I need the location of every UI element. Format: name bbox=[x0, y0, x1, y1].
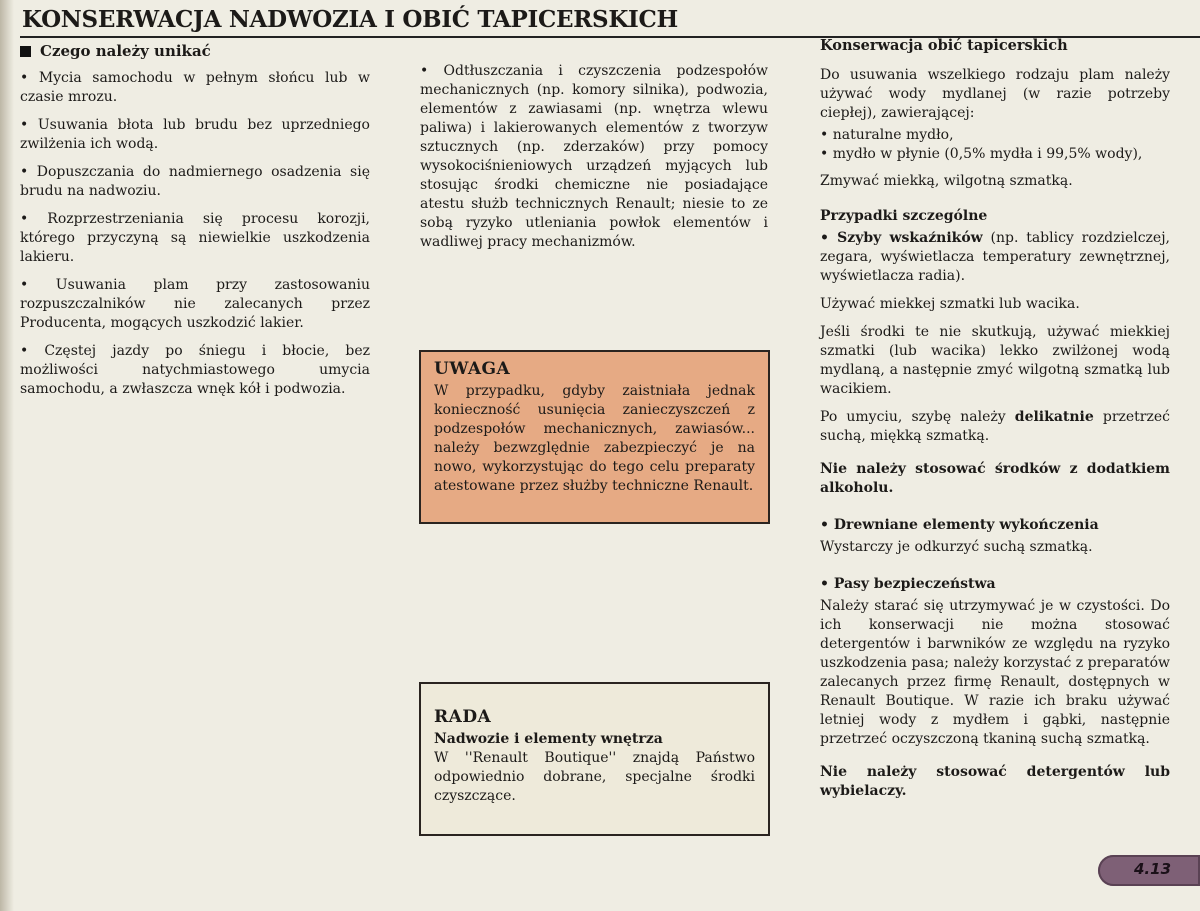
page-number-badge bbox=[1098, 855, 1200, 886]
indicator-glass-tip-2: Jeśli środki te nie skutkują, używać miekkiej szmatki (lub wacika) lekko zwilżonej wodą mydlaną, a następnie zmyć wilgotną szmatką lub wacikiem. bbox=[820, 324, 1170, 397]
avoid-heading bbox=[20, 42, 370, 61]
special-cases-heading: Przypadki szczególne bbox=[820, 208, 988, 224]
avoid-item: • Częstej jazdy po śniegu i błocie, bez możliwości natychmiastowego umycia samochodu, a zwłaszcza wnęk kół i podwozia. bbox=[20, 343, 370, 397]
avoid-item: • Rozprzestrzeniania się procesu korozji, którego przyczyną są niewielkie uszkodzenia lakieru. bbox=[20, 211, 370, 265]
indicator-glass-tip-3b: przetrzeć suchą, miękką szmatką. bbox=[820, 409, 1170, 444]
belts-heading: • Pasy bezpieczeństwa bbox=[820, 576, 996, 592]
avoid-item: • Usuwania błota lub brudu bez uprzedniego zwilżenia ich wodą. bbox=[20, 117, 370, 152]
square-bullet-icon bbox=[20, 46, 31, 57]
warning-box bbox=[419, 350, 770, 524]
upholstery-heading: Konserwacja obić tapicerskich bbox=[820, 37, 1068, 54]
right-column bbox=[820, 36, 1170, 813]
soap-list bbox=[820, 126, 1170, 164]
indicator-glass-rest: (np. tablicy rozdzielczej, zegara, wyświetlacza temperatury zewnętrznej, wyświetlacza radia). bbox=[820, 230, 1170, 284]
indicator-glass-tip-3a: Po umyciu, szybę należy bbox=[820, 409, 1015, 425]
wood-text: Wystarczy je odkurzyć suchą szmatką. bbox=[820, 539, 1093, 555]
tip-box-subtitle: Nadwozie i elementy wnętrza bbox=[434, 731, 663, 747]
indicator-glass-lead: • Szyby wskaźników bbox=[820, 230, 983, 246]
wood-heading: • Drewniane elementy wykończenia bbox=[820, 517, 1099, 533]
page-binding-shadow bbox=[0, 0, 14, 911]
avoid-item: • Dopuszczania do nadmiernego osadzenia się brudu na nadwoziu. bbox=[20, 164, 370, 199]
tip-box-title: RADA bbox=[434, 707, 492, 727]
soap-list-item: • mydło w płynie (0,5% mydła i 99,5% wody), bbox=[820, 146, 1143, 162]
tip-box bbox=[419, 682, 770, 836]
avoid-item: • Mycia samochodu w pełnym słońcu lub w czasie mrozu. bbox=[20, 70, 370, 105]
indicator-glass-paragraph bbox=[820, 229, 1170, 286]
middle-column bbox=[420, 62, 768, 261]
detergent-warning: Nie należy stosować detergentów lub wybielaczy. bbox=[820, 764, 1170, 799]
warning-box-title: UWAGA bbox=[434, 359, 511, 379]
page-number: 4.13 bbox=[1134, 860, 1172, 878]
upholstery-intro: Do usuwania wszelkiego rodzaju plam należy używać wody mydlanej (w razie potrzeby ciepłej), zawierającej: bbox=[820, 67, 1170, 121]
soap-list-item: • naturalne mydło, bbox=[820, 127, 954, 143]
tip-box-text: W ''Renault Boutique'' znajdą Państwo odpowiednio dobrane, specjalne środki czyszczące. bbox=[434, 750, 755, 804]
avoid-heading-text: Czego należy unikać bbox=[40, 42, 211, 60]
wipe-instruction: Zmywać miekką, wilgotną szmatką. bbox=[820, 173, 1073, 189]
alcohol-warning: Nie należy stosować środków z dodatkiem alkoholu. bbox=[820, 461, 1170, 496]
left-column bbox=[20, 42, 370, 408]
avoid-item: • Usuwania plam przy zastosowaniu rozpuszczalników nie zalecanych przez Producenta, mogących uszkodzić lakier. bbox=[20, 277, 370, 331]
indicator-glass-tip-3 bbox=[820, 408, 1170, 446]
warning-box-text: W przypadku, gdyby zaistniała jednak konieczność usunięcia zanieczyszczeń z podzespołów mechanicznych, zawiasów... należy bezwzględnie zabezpieczyć je na nowo, wykorzystując do tego celu preparaty atestowane przez służby techniczne Renault. bbox=[434, 383, 755, 494]
indicator-glass-tip-3-bold: delikatnie bbox=[1014, 409, 1094, 425]
belts-text: Należy starać się utrzymywać je w czystości. Do ich konserwacji nie można stosować detergentów i barwników ze względu na ryzyko uszkodzenia pasa; należy korzystać z preparatów zalecanych przez firmę Renault, dostępnych w Renault Boutique. W razie ich braku używać letniej wody z mydłem i gąbki, następnie przetrzeć oczyszczoną tkaniną suchą szmatką. bbox=[820, 598, 1170, 747]
degreasing-item: • Odtłuszczania i czyszczenia podzespołów mechanicznych (np. komory silnika), podwozia, elementów z zawiasami (np. wnętrza wlewu paliwa) i lakierowanych elementów z tworzyw sztucznych (np. zderzaków) przy pomocy wysokociśnieniowych urządzeń myjących lub stosując środki chemiczne nie posiadające atestu służb technicznych Renault; niesie to ze sobą ryzyko utleniania powłok elementów i wadliwej pracy mechanizmów. bbox=[420, 63, 768, 250]
page-title: KONSERWACJA NADWOZIA I OBIĆ TAPICERSKICH bbox=[22, 6, 678, 33]
indicator-glass-tip-1: Używać miekkej szmatki lub wacika. bbox=[820, 296, 1080, 312]
